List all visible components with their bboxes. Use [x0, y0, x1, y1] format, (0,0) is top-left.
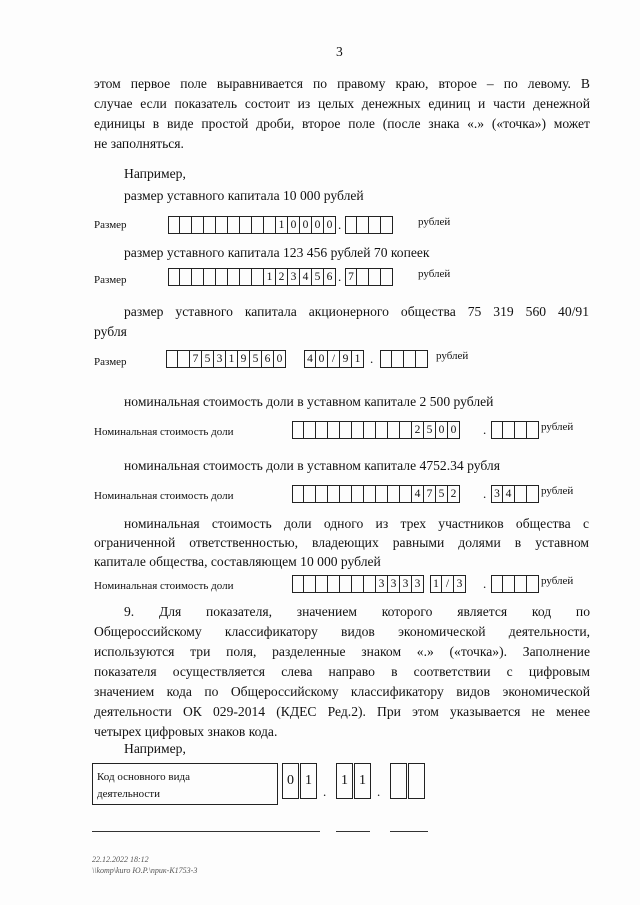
- form-cell: 1: [264, 268, 276, 286]
- form-cell: [316, 421, 328, 439]
- form-cell: 2: [276, 268, 288, 286]
- example-1-dot: .: [338, 217, 342, 232]
- okved-group-cells: [336, 763, 372, 799]
- example-2-fraction-cells: [345, 268, 393, 286]
- example-2-label: Размер: [94, 274, 127, 286]
- form-cell: [503, 421, 515, 439]
- example-6-fraction-cells: [491, 575, 539, 593]
- example-6-unit: рублей: [541, 575, 574, 587]
- form-cell: 0: [300, 216, 312, 234]
- form-cell: [216, 268, 228, 286]
- form-cell: 9: [340, 350, 352, 368]
- example-2-dot: .: [338, 269, 342, 284]
- form-cell: [388, 485, 400, 503]
- form-cell: 4: [412, 485, 424, 503]
- para9-line-2: Общероссийскому классификатору видов экономической деятельности,: [94, 624, 590, 639]
- form-cell: [292, 575, 304, 593]
- okved-label-box: [92, 763, 278, 805]
- form-cell: [491, 575, 503, 593]
- example-6-text-line-2: ограниченной ответственностью, владеющих равными долями в уставном: [94, 535, 589, 550]
- form-cell: [369, 216, 381, 234]
- form-cell: [491, 421, 503, 439]
- form-cell: [364, 575, 376, 593]
- form-cell: [316, 485, 328, 503]
- form-cell: [400, 485, 412, 503]
- example-3-fraction-cells: [380, 350, 428, 368]
- example-1-unit: рублей: [418, 216, 451, 228]
- example-5-text: номинальная стоимость доли в уставном капитале 4752.34 рубля: [124, 458, 500, 473]
- form-cell: [264, 216, 276, 234]
- footer-date: 22.12.2022 18:12: [92, 855, 149, 864]
- para9-line-5: значением кода по Общероссийскому классификатору видов экономической: [94, 684, 590, 699]
- underline-2: [336, 831, 370, 832]
- form-cell: [404, 350, 416, 368]
- form-cell: 0: [312, 216, 324, 234]
- example-heading-2: Например,: [124, 741, 186, 756]
- form-cell: [503, 575, 515, 593]
- form-cell: 4: [300, 268, 312, 286]
- form-cell: 1: [430, 575, 442, 593]
- form-cell: [204, 268, 216, 286]
- form-cell: [388, 421, 400, 439]
- form-cell: /: [442, 575, 454, 593]
- intro-line-2: случае если показатель состоит из целых денежных единиц и части денежной: [94, 96, 590, 111]
- form-cell: [380, 350, 392, 368]
- example-1-text: размер уставного капитала 10 000 рублей: [124, 188, 364, 203]
- form-cell: [376, 421, 388, 439]
- form-cell: [316, 575, 328, 593]
- underline-1: [92, 831, 320, 832]
- form-cell: [192, 268, 204, 286]
- form-cell: [240, 268, 252, 286]
- form-cell: [515, 575, 527, 593]
- para9-line-6: деятельности ОК 029-2014 (КДЕС Ред.2). При этом указывается не менее: [94, 704, 590, 719]
- form-cell: [304, 485, 316, 503]
- form-cell: [168, 216, 180, 234]
- form-cell: 3: [376, 575, 388, 593]
- form-cell: [328, 421, 340, 439]
- example-2-integer-cells: [168, 268, 336, 286]
- form-cell: 1: [352, 350, 364, 368]
- example-6-text-line-3: капитале общества, составляющем 10 000 рублей: [94, 554, 381, 569]
- example-6-integer-cells: [292, 575, 424, 593]
- form-cell: [340, 575, 352, 593]
- form-cell: [515, 421, 527, 439]
- example-1-label: Размер: [94, 219, 127, 231]
- para9-line-4: показателя осуществляется слева направо в соответствии с цифровым: [94, 664, 590, 679]
- underline-3: [390, 831, 428, 832]
- example-4-label: Номинальная стоимость доли: [94, 426, 234, 438]
- example-1-integer-cells: [168, 216, 336, 234]
- form-cell: 5: [312, 268, 324, 286]
- example-4-fraction-cells: [491, 421, 539, 439]
- form-cell: [228, 268, 240, 286]
- form-cell: [527, 485, 539, 503]
- form-cell: [515, 485, 527, 503]
- example-5-unit: рублей: [541, 485, 574, 497]
- okved-dot-1: .: [323, 784, 327, 799]
- example-4-dot: .: [483, 422, 487, 437]
- form-cell: 0: [282, 763, 299, 799]
- form-cell: 7: [190, 350, 202, 368]
- form-cell: [328, 485, 340, 503]
- example-3-fraction-numeric-cells: [304, 350, 364, 368]
- form-cell: 6: [324, 268, 336, 286]
- form-cell: [192, 216, 204, 234]
- example-3-text: размер уставного капитала акционерного общества 75 319 560 40/91: [124, 304, 589, 319]
- form-cell: [376, 485, 388, 503]
- form-cell: 0: [436, 421, 448, 439]
- form-cell: 0: [316, 350, 328, 368]
- form-cell: [400, 421, 412, 439]
- form-cell: 5: [250, 350, 262, 368]
- example-heading: Например,: [124, 166, 186, 181]
- form-cell: 1: [300, 763, 317, 799]
- form-cell: 3: [400, 575, 412, 593]
- form-cell: [180, 216, 192, 234]
- intro-line-1: этом первое поле выравнивается по правому краю, второе – по левому. В: [94, 76, 590, 91]
- form-cell: [364, 485, 376, 503]
- form-cell: [357, 216, 369, 234]
- form-cell: [340, 421, 352, 439]
- form-cell: [252, 216, 264, 234]
- okved-dot-2: .: [377, 784, 381, 799]
- example-3-integer-cells: [166, 350, 286, 368]
- form-cell: [228, 216, 240, 234]
- form-cell: [292, 485, 304, 503]
- example-5-label: Номинальная стоимость доли: [94, 490, 234, 502]
- form-cell: [304, 575, 316, 593]
- form-cell: [364, 421, 376, 439]
- intro-line-3: единицы в виде простой дроби, второе поле (после знака «.» («точка») может: [94, 116, 590, 131]
- form-cell: 0: [288, 216, 300, 234]
- form-cell: [352, 485, 364, 503]
- form-cell: [216, 216, 228, 234]
- form-cell: 0: [324, 216, 336, 234]
- example-1-fraction-cells: [345, 216, 393, 234]
- form-cell: [168, 268, 180, 286]
- form-cell: [240, 216, 252, 234]
- form-cell: 2: [412, 421, 424, 439]
- form-cell: [408, 763, 425, 799]
- okved-subgroup-cells: [390, 763, 426, 799]
- example-6-dot: .: [483, 576, 487, 591]
- form-cell: 1: [276, 216, 288, 234]
- example-3-dot: .: [370, 351, 374, 366]
- form-cell: 4: [304, 350, 316, 368]
- form-cell: [352, 575, 364, 593]
- page-number: 3: [336, 44, 343, 59]
- example-4-text: номинальная стоимость доли в уставном капитале 2 500 рублей: [124, 394, 494, 409]
- example-4-unit: рублей: [541, 421, 574, 433]
- example-6-fraction-numeric-cells: [430, 575, 466, 593]
- example-3-text-cont: рубля: [94, 324, 127, 339]
- footer-path: \\komp\kuro Ю.Р.\прик-К1753-3: [92, 866, 198, 875]
- form-cell: 3: [388, 575, 400, 593]
- form-cell: [381, 268, 393, 286]
- form-cell: 4: [503, 485, 515, 503]
- form-cell: [340, 485, 352, 503]
- okved-class-cells: [282, 763, 318, 799]
- form-cell: [180, 268, 192, 286]
- form-cell: 6: [262, 350, 274, 368]
- form-cell: [292, 421, 304, 439]
- example-5-fraction-cells: [491, 485, 539, 503]
- example-5-dot: .: [483, 486, 487, 501]
- form-cell: [166, 350, 178, 368]
- form-cell: 7: [345, 268, 357, 286]
- example-5-integer-cells: [292, 485, 460, 503]
- form-cell: [416, 350, 428, 368]
- form-cell: [381, 216, 393, 234]
- okved-label-line-2: деятельности: [97, 788, 160, 800]
- form-cell: 9: [238, 350, 250, 368]
- example-6-label: Номинальная стоимость доли: [94, 580, 234, 592]
- form-cell: [527, 421, 539, 439]
- form-cell: 3: [454, 575, 466, 593]
- form-cell: 1: [354, 763, 371, 799]
- form-cell: 5: [202, 350, 214, 368]
- form-cell: 0: [274, 350, 286, 368]
- form-cell: 3: [491, 485, 503, 503]
- form-cell: [204, 216, 216, 234]
- form-cell: [252, 268, 264, 286]
- example-3-unit: рублей: [436, 350, 469, 362]
- form-cell: [369, 268, 381, 286]
- form-cell: [352, 421, 364, 439]
- form-cell: 2: [448, 485, 460, 503]
- form-cell: [304, 421, 316, 439]
- form-cell: [392, 350, 404, 368]
- example-3-label: Размер: [94, 356, 127, 368]
- form-cell: [527, 575, 539, 593]
- form-cell: [357, 268, 369, 286]
- form-cell: 5: [436, 485, 448, 503]
- form-cell: /: [328, 350, 340, 368]
- example-2-unit: рублей: [418, 268, 451, 280]
- form-cell: 1: [336, 763, 353, 799]
- form-cell: [390, 763, 407, 799]
- para9-line-1: 9. Для показателя, значением которого является код по: [124, 604, 590, 619]
- form-cell: 0: [448, 421, 460, 439]
- form-cell: 3: [214, 350, 226, 368]
- form-cell: 3: [412, 575, 424, 593]
- form-cell: 1: [226, 350, 238, 368]
- example-2-text: размер уставного капитала 123 456 рублей 70 копеек: [124, 245, 430, 260]
- example-6-text-line-1: номинальная стоимость доли одного из трех участников общества с: [124, 516, 589, 531]
- form-cell: 7: [424, 485, 436, 503]
- example-4-integer-cells: [292, 421, 460, 439]
- form-cell: [328, 575, 340, 593]
- form-cell: 3: [288, 268, 300, 286]
- form-cell: [178, 350, 190, 368]
- form-cell: 5: [424, 421, 436, 439]
- para9-line-3: используются три поля, разделенные знаком «.» («точка»). Заполнение: [94, 644, 590, 659]
- okved-label-line-1: Код основного вида: [97, 771, 190, 783]
- para9-line-7: четырех цифровых знаков кода.: [94, 724, 278, 739]
- intro-line-4: не заполняться.: [94, 136, 184, 151]
- form-cell: [345, 216, 357, 234]
